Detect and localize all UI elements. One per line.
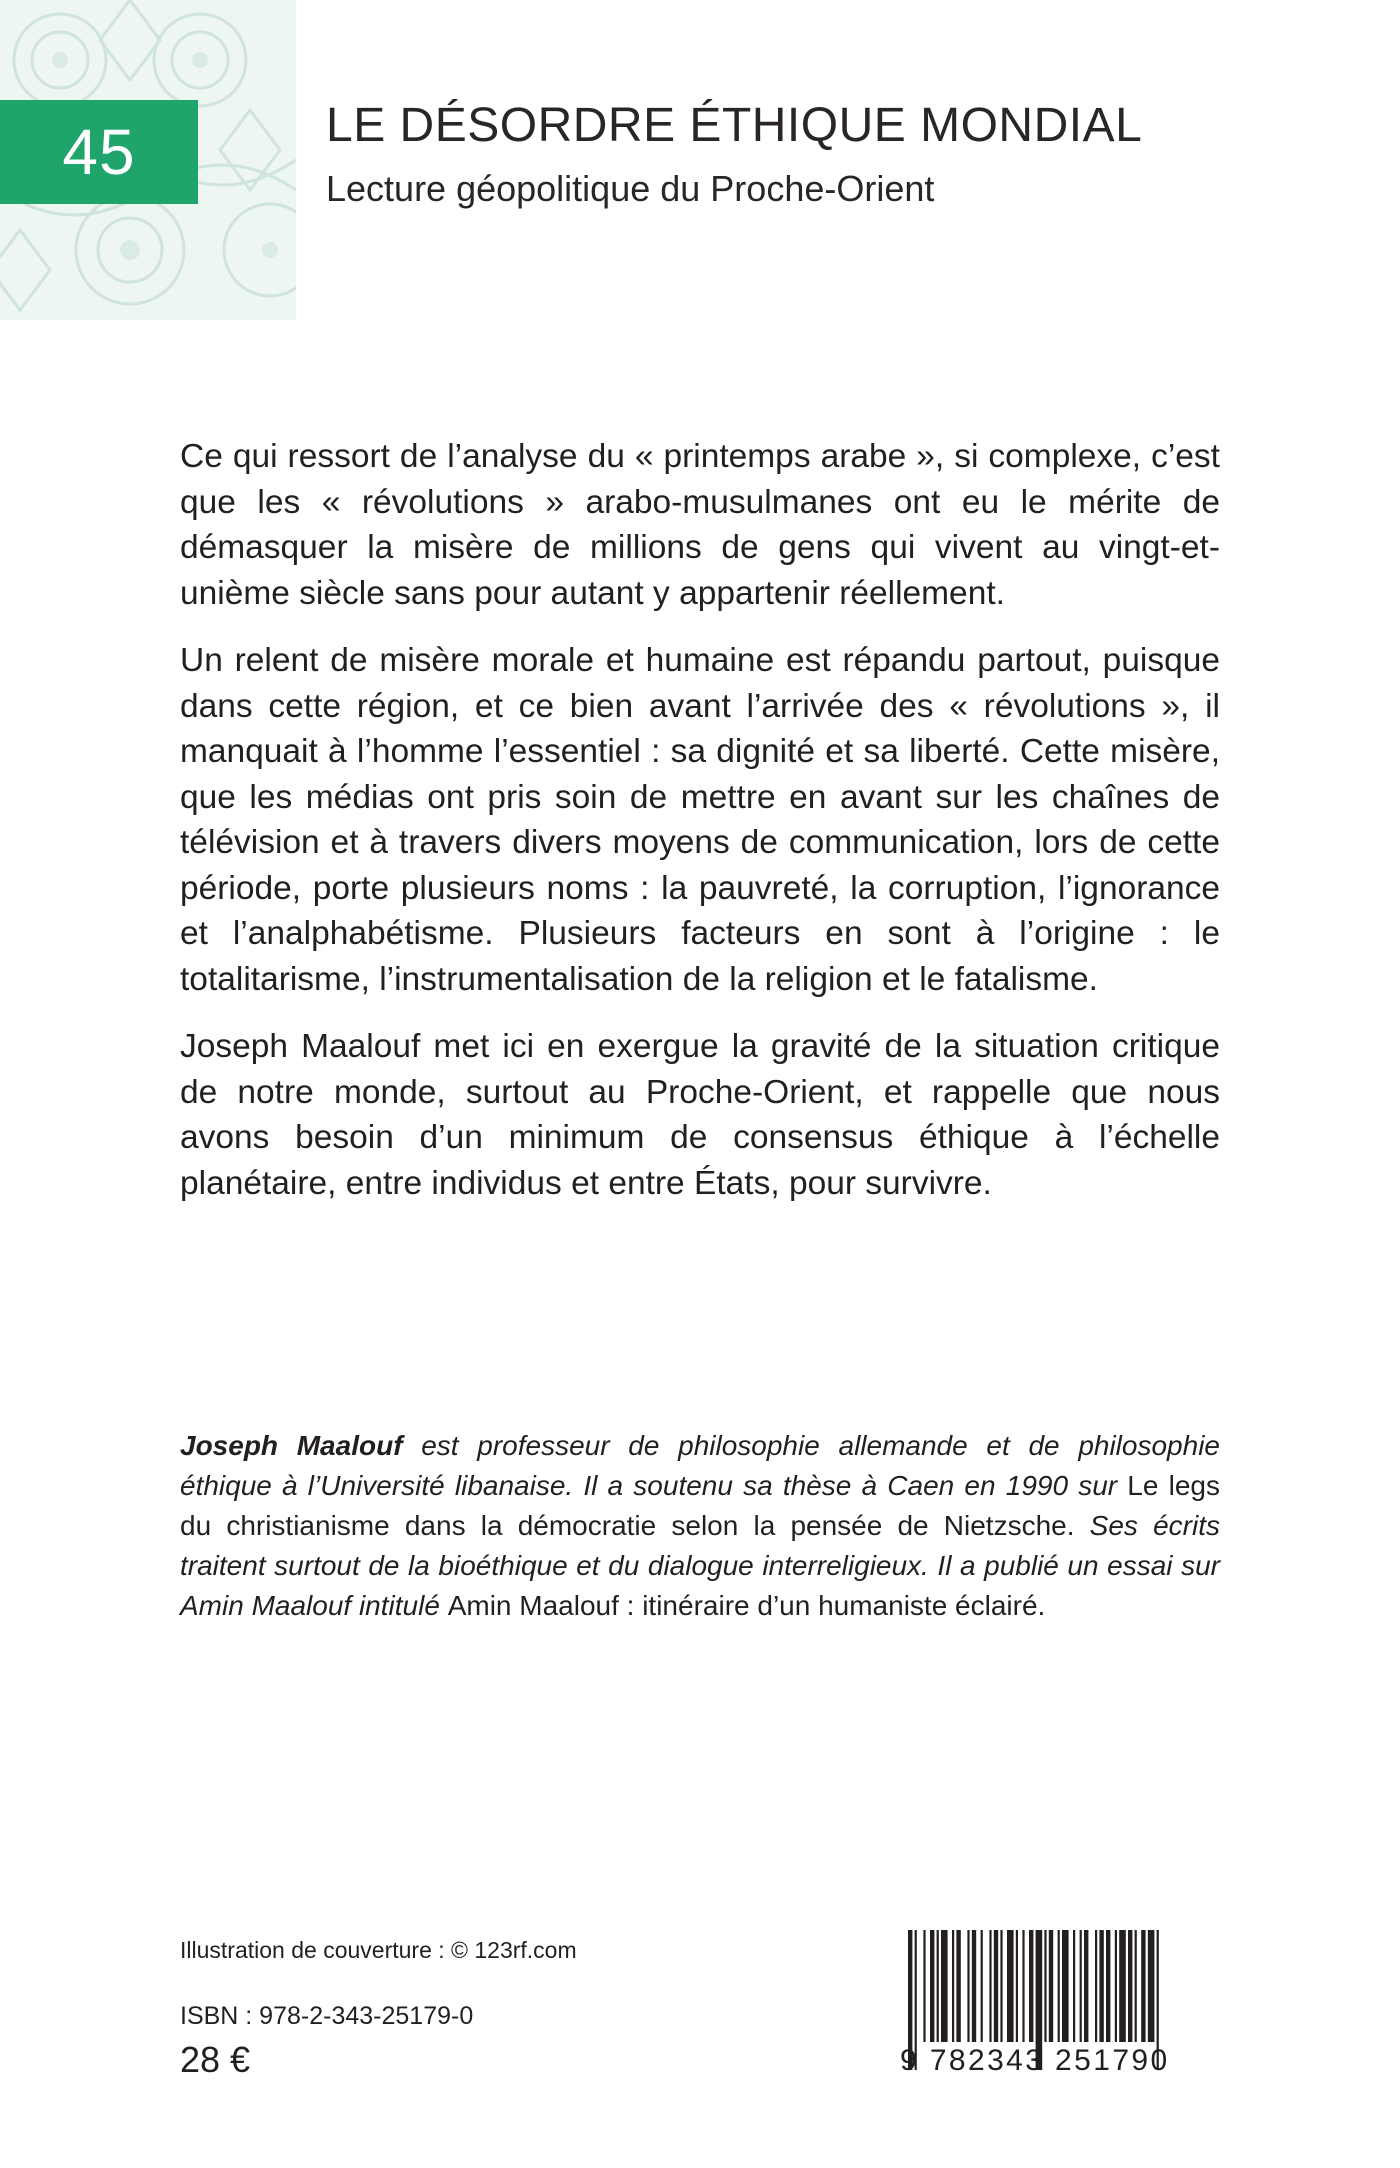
barcode-bar <box>1099 1930 1103 2042</box>
barcode-bar <box>1073 1930 1075 2042</box>
barcode-bar <box>1148 1930 1155 2042</box>
barcode-bar <box>1000 1930 1002 2042</box>
barcode-bar <box>1106 1930 1110 2042</box>
author-biography <box>180 1426 1220 1626</box>
barcode-bar <box>1029 1930 1033 2042</box>
barcode-bar <box>981 1930 983 2042</box>
bio-text: est professeur de philosophie allemande et de philosophie éthique à l’Université libanaise. Il a soutenu sa thèse à Caen en 1990 sur <box>180 1430 1220 1501</box>
barcode-bar <box>1119 1930 1126 2042</box>
barcode-bar <box>937 1930 939 2042</box>
summary-paragraph: Ce qui ressort de l’analyse du « printemps arabe », si complexe, c’est que les « révolutions » arabo-musulmanes ont eu le mérite de démasquer la misère de millions de gens qui vivent au vingt-et-unième siècle sans pour autant y appartenir réellement. <box>180 438 1220 612</box>
barcode-bar <box>1128 1930 1132 2042</box>
barcode-bar <box>994 1930 998 2042</box>
barcode-bar <box>956 1930 960 2042</box>
series-number-badge: 45 <box>0 100 198 204</box>
book-subtitle: Lecture géopolitique du Proche-Orient <box>326 168 935 209</box>
barcode-bar <box>1135 1930 1137 2042</box>
barcode-bar <box>989 1930 991 2042</box>
essay-title: Amin Maalouf : itinéraire d’un humaniste éclairé. <box>447 1590 1046 1621</box>
barcode-bar <box>972 1930 976 2042</box>
isbn: ISBN : 978-2-343-25179-0 <box>180 2002 474 2030</box>
barcode-digits: 9 782343 251790 <box>900 2044 1170 2077</box>
price: 28 € <box>180 2039 251 2080</box>
barcode-bar <box>1084 1930 1088 2042</box>
barcode-bar <box>952 1930 954 2042</box>
summary-paragraph: Un relent de misère morale et humaine est répandu partout, puisque dans cette région, et ce bien avant l’arrivée des « révolutions », il manquait à l’homme l’essentiel : sa dignité et sa liberté. Cette misère, que les médias ont pris soin de mettre en avant sur les chaînes de télévision et à travers divers moyens de communication, lors de cette période, porte plusieurs noms : la pauvreté, la corruption, l’ignorance et l’analphabétisme. Plusieurs facteurs en sont à l’origine : le totalitarisme, l’instrumentalisation de la religion et le fatalisme. <box>180 642 1220 998</box>
barcode-bar <box>967 1930 969 2042</box>
barcode-bar <box>1007 1930 1014 2042</box>
barcode-bar <box>1141 1930 1145 2042</box>
thesis-title: Le legs du christianisme dans la démocratie selon la pensée de Nietzsche. <box>180 1470 1220 1541</box>
author-name: Joseph Maalouf <box>180 1430 403 1461</box>
barcode-bar <box>1115 1930 1117 2042</box>
barcode-bar <box>1016 1930 1018 2042</box>
illustration-credit: Illustration de couverture : © 123rf.com <box>180 1937 577 1963</box>
barcode-bar <box>1022 1930 1024 2042</box>
barcode-bar <box>1049 1930 1053 2042</box>
bio-text: Ses écrits traitent surtout de la bioéthique et du dialogue interreligieux. Il a publié un essai sur Amin Maalouf intitulé <box>180 1510 1220 1621</box>
book-title: LE DÉSORDRE ÉTHIQUE MONDIAL <box>326 99 1143 152</box>
barcode-bar <box>1095 1930 1097 2042</box>
barcode-bar <box>1080 1930 1082 2042</box>
summary-paragraph: Joseph Maalouf met ici en exergue la gravité de la situation critique de notre monde, surtout au Proche-Orient, et rappelle que nous avons besoin d’un minimum de consensus éthique à l’échelle planétaire, entre individus et entre États, pour survivre. <box>180 1028 1220 1202</box>
back-cover-summary <box>180 434 1220 1228</box>
barcode-bar <box>923 1930 925 2042</box>
barcode-bar <box>941 1930 948 2042</box>
barcode-bar <box>1062 1930 1069 2042</box>
barcode-bar <box>1044 1930 1046 2042</box>
barcode-bar <box>1058 1930 1060 2042</box>
barcode-bar <box>930 1930 934 2042</box>
